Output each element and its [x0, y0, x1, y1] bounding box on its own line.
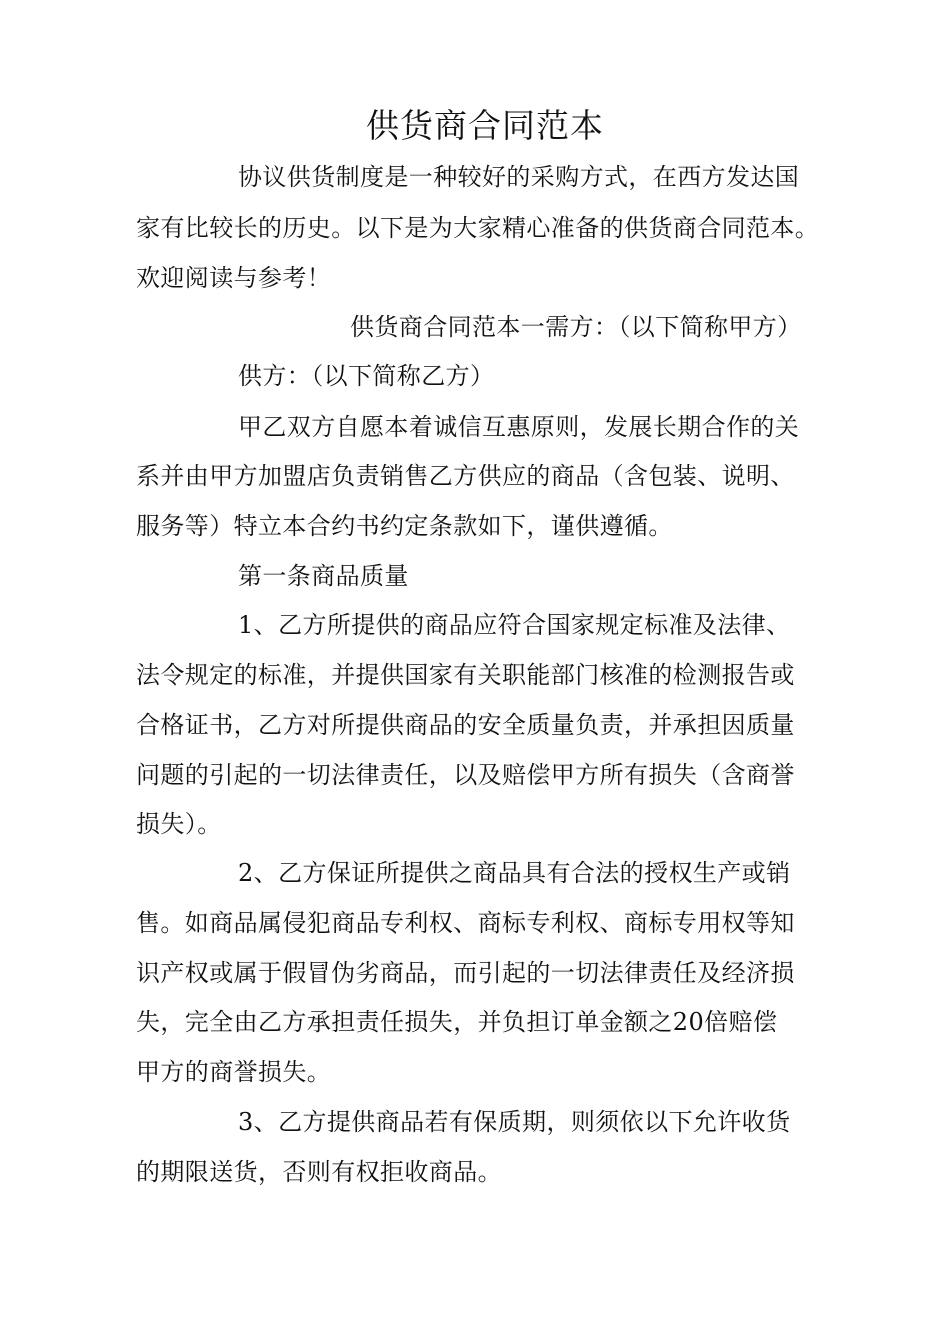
paragraph-line: 法令规定的标准，并提供国家有关职能部门核准的检测报告或	[136, 661, 795, 689]
paragraph-line: 售。如商品属侵犯商品专利权、商标专利权、商标专用权等知	[136, 909, 795, 937]
paragraph-line: 欢迎阅读与参考！	[136, 264, 332, 292]
paragraph-line: 甲方的商誉损失。	[136, 1058, 332, 1086]
paragraph-line: 1、乙方所提供的商品应符合国家规定标准及法律、	[238, 611, 791, 639]
document-title: 供货商合同范本	[366, 106, 604, 145]
paragraph-line: 合格证书，乙方对所提供商品的安全质量负责，并承担因质量	[136, 711, 795, 739]
paragraph-line: 协议供货制度是一种较好的采购方式，在西方发达国	[238, 163, 800, 191]
paragraph-line: 3、乙方提供商品若有保质期，则须依以下允许收货	[238, 1108, 791, 1136]
paragraph-line: 2、乙方保证所提供之商品具有合法的授权生产或销	[238, 859, 791, 887]
paragraph-line: 损失）。	[136, 810, 222, 838]
paragraph-line: 家有比较长的历史。以下是为大家精心准备的供货商合同范本。	[136, 214, 820, 242]
paragraph-line: 甲乙双方自愿本着诚信互惠原则，发展长期合作的关	[238, 413, 800, 441]
paragraph-line: 失，完全由乙方承担责任损失，并负担订单金额之20倍赔偿	[136, 1008, 778, 1036]
paragraph-line: 问题的引起的一切法律责任，以及赔偿甲方所有损失（含商誉	[136, 761, 795, 789]
paragraph-line: 供方：（以下简称乙方）	[238, 362, 495, 390]
paragraph-line: 系并由甲方加盟店负责销售乙方供应的商品（含包装、说明、	[136, 462, 795, 490]
paragraph-line: 识产权或属于假冒伪劣商品，而引起的一切法律责任及经济损	[136, 959, 795, 987]
section-heading: 第一条商品质量	[238, 562, 409, 590]
paragraph-line: 服务等）特立本合约书约定条款如下，谨供遵循。	[136, 512, 673, 540]
paragraph-line: 的期限送货，否则有权拒收商品。	[136, 1158, 502, 1186]
paragraph-line: 供货商合同范本一需方：（以下简称甲方）	[350, 313, 802, 341]
